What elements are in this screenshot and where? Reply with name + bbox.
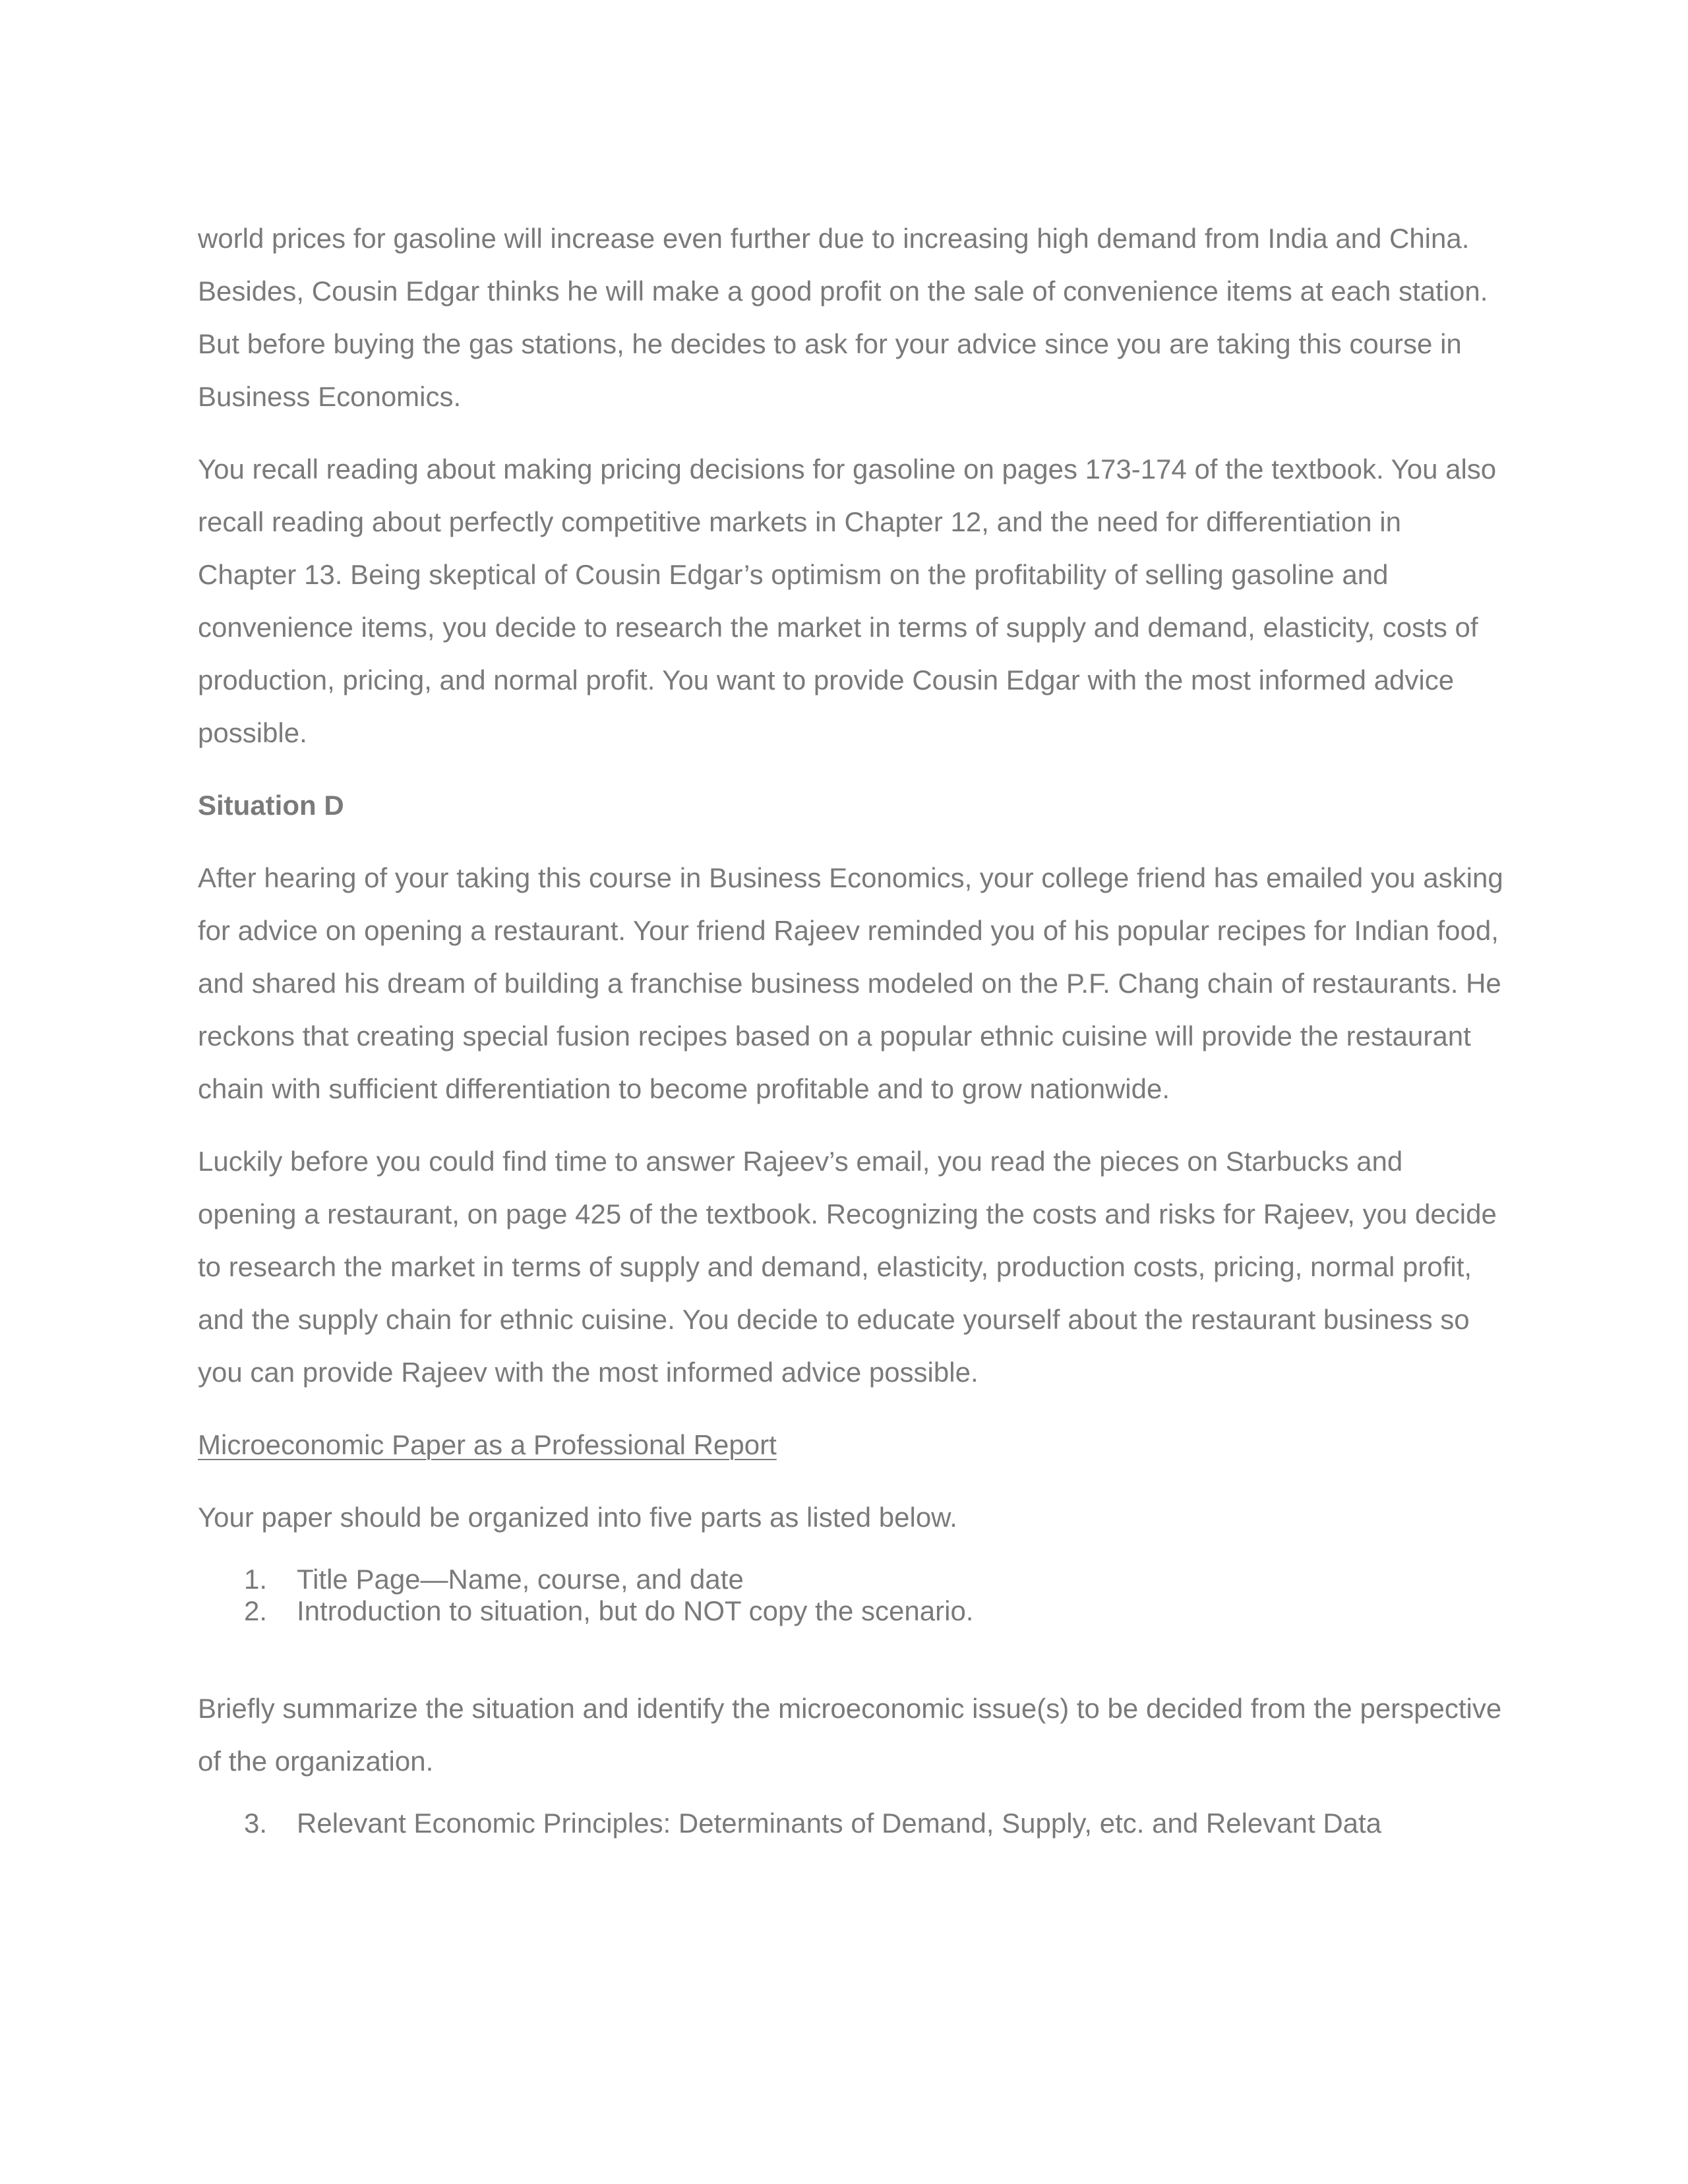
list-item-number: 2. (244, 1595, 268, 1626)
list-item (198, 1808, 1503, 1839)
paragraph-summarize: Briefly summarize the situation and identify the microeconomic issue(s) to be decided from the perspective of the organization. (198, 1693, 1502, 1777)
paragraph-organization: Your paper should be organized into five parts as listed below. (198, 1502, 957, 1533)
list-item-text: Relevant Economic Principles: Determinants of Demand, Supply, etc. and Relevant Data (297, 1808, 1382, 1839)
list-item-text: Title Page—Name, course, and date (297, 1564, 744, 1595)
list-item (198, 1595, 1503, 1627)
numbered-list (198, 1564, 1503, 1627)
paragraph-research-gasoline: You recall reading about making pricing decisions for gasoline on pages 173-174 of the textbook. You also recall reading about perfectly competitive markets in Chapter 12, and the need for differentiation in Chapter 13. Being skeptical of Cousin Edgar’s optimism on the profitability of selling gasoline and convenience items, you decide to research the market in terms of supply and demand, elasticity, costs of production, pricing, and normal profit. You want to provide Cousin Edgar with the most informed advice possible. (198, 454, 1497, 748)
list-item (198, 1564, 1503, 1595)
list-item-text: Introduction to situation, but do NOT copy the scenario. (297, 1595, 974, 1626)
situation-heading: Situation D (198, 790, 344, 821)
list-item-number: 1. (244, 1564, 268, 1595)
list-item-number: 3. (244, 1808, 268, 1839)
numbered-list-continued (198, 1808, 1503, 1839)
paragraph-gas-stations: world prices for gasoline will increase even further due to increasing high demand from India and China. Besides, Cousin Edgar thinks he will make a good profit on the sale of convenience items at each station. But before buying the gas stations, he decides to ask for your advice since you are taking this course in Business Economics. (198, 223, 1488, 412)
document-body (198, 212, 1503, 1839)
paragraph-restaurant-advice: After hearing of your taking this course in Business Economics, your college friend has emailed you asking for advice on opening a restaurant. Your friend Rajeev reminded you of his popular recipes for Indian food, and shared his dream of building a franchise business modeled on the P.F. Chang chain of restaurants. He reckons that creating special fusion recipes based on a popular ethnic cuisine will provide the restaurant chain with sufficient differentiation to become profitable and to grow nationwide. (198, 862, 1503, 1104)
report-heading-text: Microeconomic Paper as a Professional Report (198, 1429, 777, 1460)
paragraph-research-restaurant: Luckily before you could find time to answer Rajeev’s email, you read the pieces on Starbucks and opening a restaurant, on page 425 of the textbook. Recognizing the costs and risks for Rajeev, you decide to research the market in terms of supply and demand, elasticity, production costs, pricing, normal profit, and the supply chain for ethnic cuisine. You decide to educate yourself about the restaurant business so you can provide Rajeev with the most informed advice possible. (198, 1146, 1497, 1388)
report-heading (198, 1419, 1503, 1471)
